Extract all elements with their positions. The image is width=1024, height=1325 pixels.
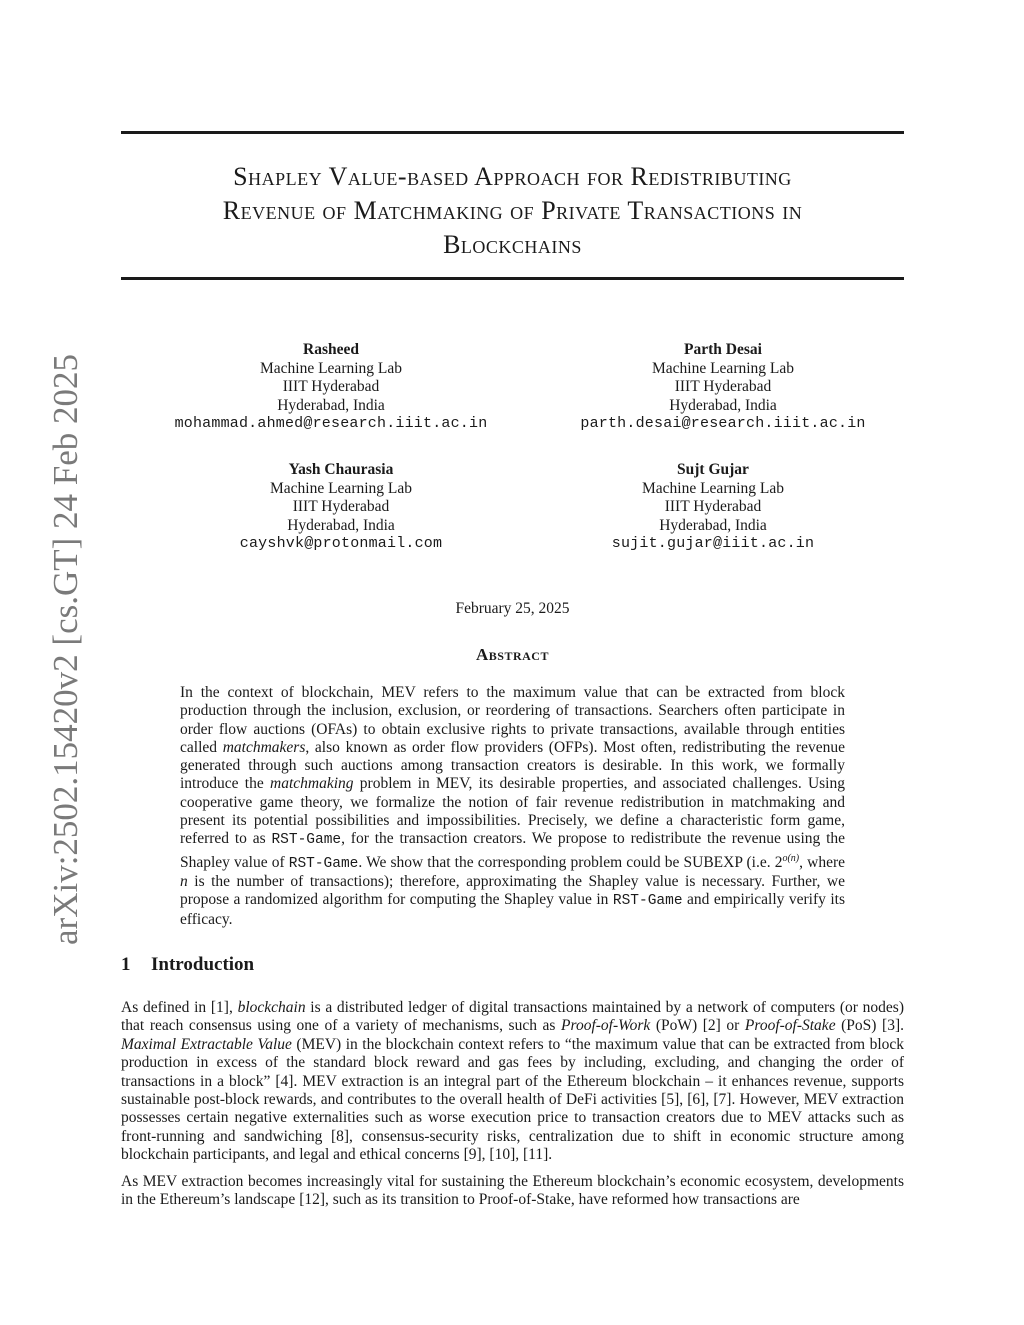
section-number: 1: [121, 954, 131, 975]
author-lab: Machine Learning Lab: [269, 479, 413, 497]
author-name: Rasheed: [303, 341, 359, 358]
text-span: (PoS) [3].: [835, 1017, 904, 1035]
author-lab: Machine Learning Lab: [259, 359, 403, 377]
author-lab: Machine Learning Lab: [641, 479, 785, 497]
author-name: Yash Chaurasia: [288, 461, 394, 478]
author-institute: IIIT Hyderabad: [282, 378, 380, 395]
section-title: Introduction: [151, 954, 255, 975]
abstract-span: , also known as order flow providers (OFPs). Most often, redistributing the revenue generated through such auctions among transaction creators is desirable. In this work, we formally introduce the: [180, 738, 845, 793]
intro-paragraph-1: [121, 999, 904, 1165]
abstract-span: and empirically verify its efficacy.: [180, 891, 846, 928]
author-block: [523, 461, 903, 554]
paper-date: February 25, 2025: [455, 600, 570, 617]
abstract-span: , for the transaction creators. We propose to redistribute the revenue using the Shapley value of: [180, 830, 846, 871]
section-heading: [121, 954, 254, 976]
text-span: (MEV) in the blockchain context refers to “the maximum value that can be extracted from block production in excess of the standard block reward and gas fees by including, excluding, and changing the order of transactions in a block” [4]. MEV extraction is an integral part of the Ethereum blockchain – it enhances revenue, supports sustainable post-block rewards, and contributes to the overall health of DeFi activities [5], [6], [7]. However, MEV extraction possesses certain negative externalities such as worse execution price to transaction creators due to MEV attacks such as front-running and sandwiching [8], consensus-security risks, centralization due to shift in economic structure among blockchain participants, and legal and ethical concerns [9], [10], [11].: [121, 1035, 905, 1164]
paper-title: [121, 160, 904, 262]
emphasis: matchmaking: [270, 775, 354, 793]
emphasis: Maximal Extractable Value: [121, 1035, 292, 1053]
abstract-heading: Abstract: [476, 645, 549, 664]
author-block: [151, 461, 531, 554]
abstract-span: . We show that the corresponding problem could be SUBEXP (i.e. 2: [358, 853, 783, 871]
author-name: Parth Desai: [684, 341, 762, 358]
text-span: is a distributed ledger of digital transactions maintained by a network of computers (or nodes) that reach consensus using one of a variety of mechanisms, such as: [121, 999, 904, 1035]
text-span: (PoW) [2] or: [650, 1017, 745, 1035]
code-term: RST-Game: [612, 893, 683, 910]
title-line-1: Shapley Value-based Approach for Redistributing: [233, 162, 792, 191]
author-name: Sujt Gujar: [677, 461, 749, 478]
author-block: [533, 341, 913, 434]
arxiv-sidebar: [22, 0, 85, 1325]
author-institute: IIIT Hyderabad: [664, 498, 762, 515]
author-email[interactable]: sujit.gujar@iiit.ac.in: [611, 535, 815, 552]
emphasis: Proof-of-Work: [561, 1017, 651, 1035]
author-email[interactable]: mohammad.ahmed@research.iiit.ac.in: [174, 415, 488, 432]
code-term: RST-Game: [271, 832, 342, 849]
title-bottom-rule: [121, 277, 904, 280]
author-location: Hyderabad, India: [659, 516, 767, 534]
emphasis: matchmakers: [222, 738, 306, 756]
abstract-text: [180, 684, 845, 929]
author-location: Hyderabad, India: [287, 516, 395, 534]
abstract-span: , where: [799, 853, 845, 871]
author-email[interactable]: cayshvk@protonmail.com: [239, 535, 443, 552]
math-variable: n: [180, 873, 188, 891]
arxiv-identifier: arXiv:2502.15420v2 [cs.GT] 24 Feb 2025: [46, 353, 85, 945]
author-location: Hyderabad, India: [277, 396, 385, 414]
title-top-rule: [121, 131, 904, 134]
emphasis: Proof-of-Stake: [744, 1017, 836, 1035]
title-line-2: Revenue of Matchmaking of Private Transactions in: [222, 196, 803, 225]
abstract-span: is the number of transactions); therefore, approximating the Shapley value is necessary. Further, we propose a randomized algorithm for computing the Shapley value in: [180, 873, 845, 909]
code-term: RST-Game: [288, 855, 359, 872]
author-lab: Machine Learning Lab: [651, 359, 795, 377]
author-email[interactable]: parth.desai@research.iiit.ac.in: [580, 415, 866, 432]
exponent: o(n): [782, 852, 800, 864]
author-institute: IIIT Hyderabad: [292, 498, 390, 515]
emphasis: blockchain: [237, 999, 306, 1016]
author-institute: IIIT Hyderabad: [674, 378, 772, 395]
abstract-span: problem in MEV, its desirable properties, and associated challenges. Using cooperative game theory, we formalize the notion of fair revenue redistribution in matchmaking and present its potential possibilities and impossibilities. Precisely, we define a characteristic form game, referred to as: [180, 775, 845, 848]
author-location: Hyderabad, India: [669, 396, 777, 414]
intro-paragraph-2: As MEV extraction becomes increasingly vital for sustaining the Ethereum blockchain’s economic ecosystem, developments in the Ethereum’s landscape [12], such as its transition to Proof-of-Stake, have reformed how transactions are: [121, 1173, 904, 1209]
author-block: [141, 341, 521, 434]
text-span: As defined in [1],: [121, 999, 238, 1016]
title-line-3: Blockchains: [443, 230, 582, 259]
abstract-span: In the context of blockchain, MEV refers to the maximum value that can be extracted from block production through the inclusion, exclusion, or reordering of transactions. Searchers often participate in order flow auctions (OFAs) to obtain exclusive rights to private transactions, available through entities called: [180, 684, 845, 756]
